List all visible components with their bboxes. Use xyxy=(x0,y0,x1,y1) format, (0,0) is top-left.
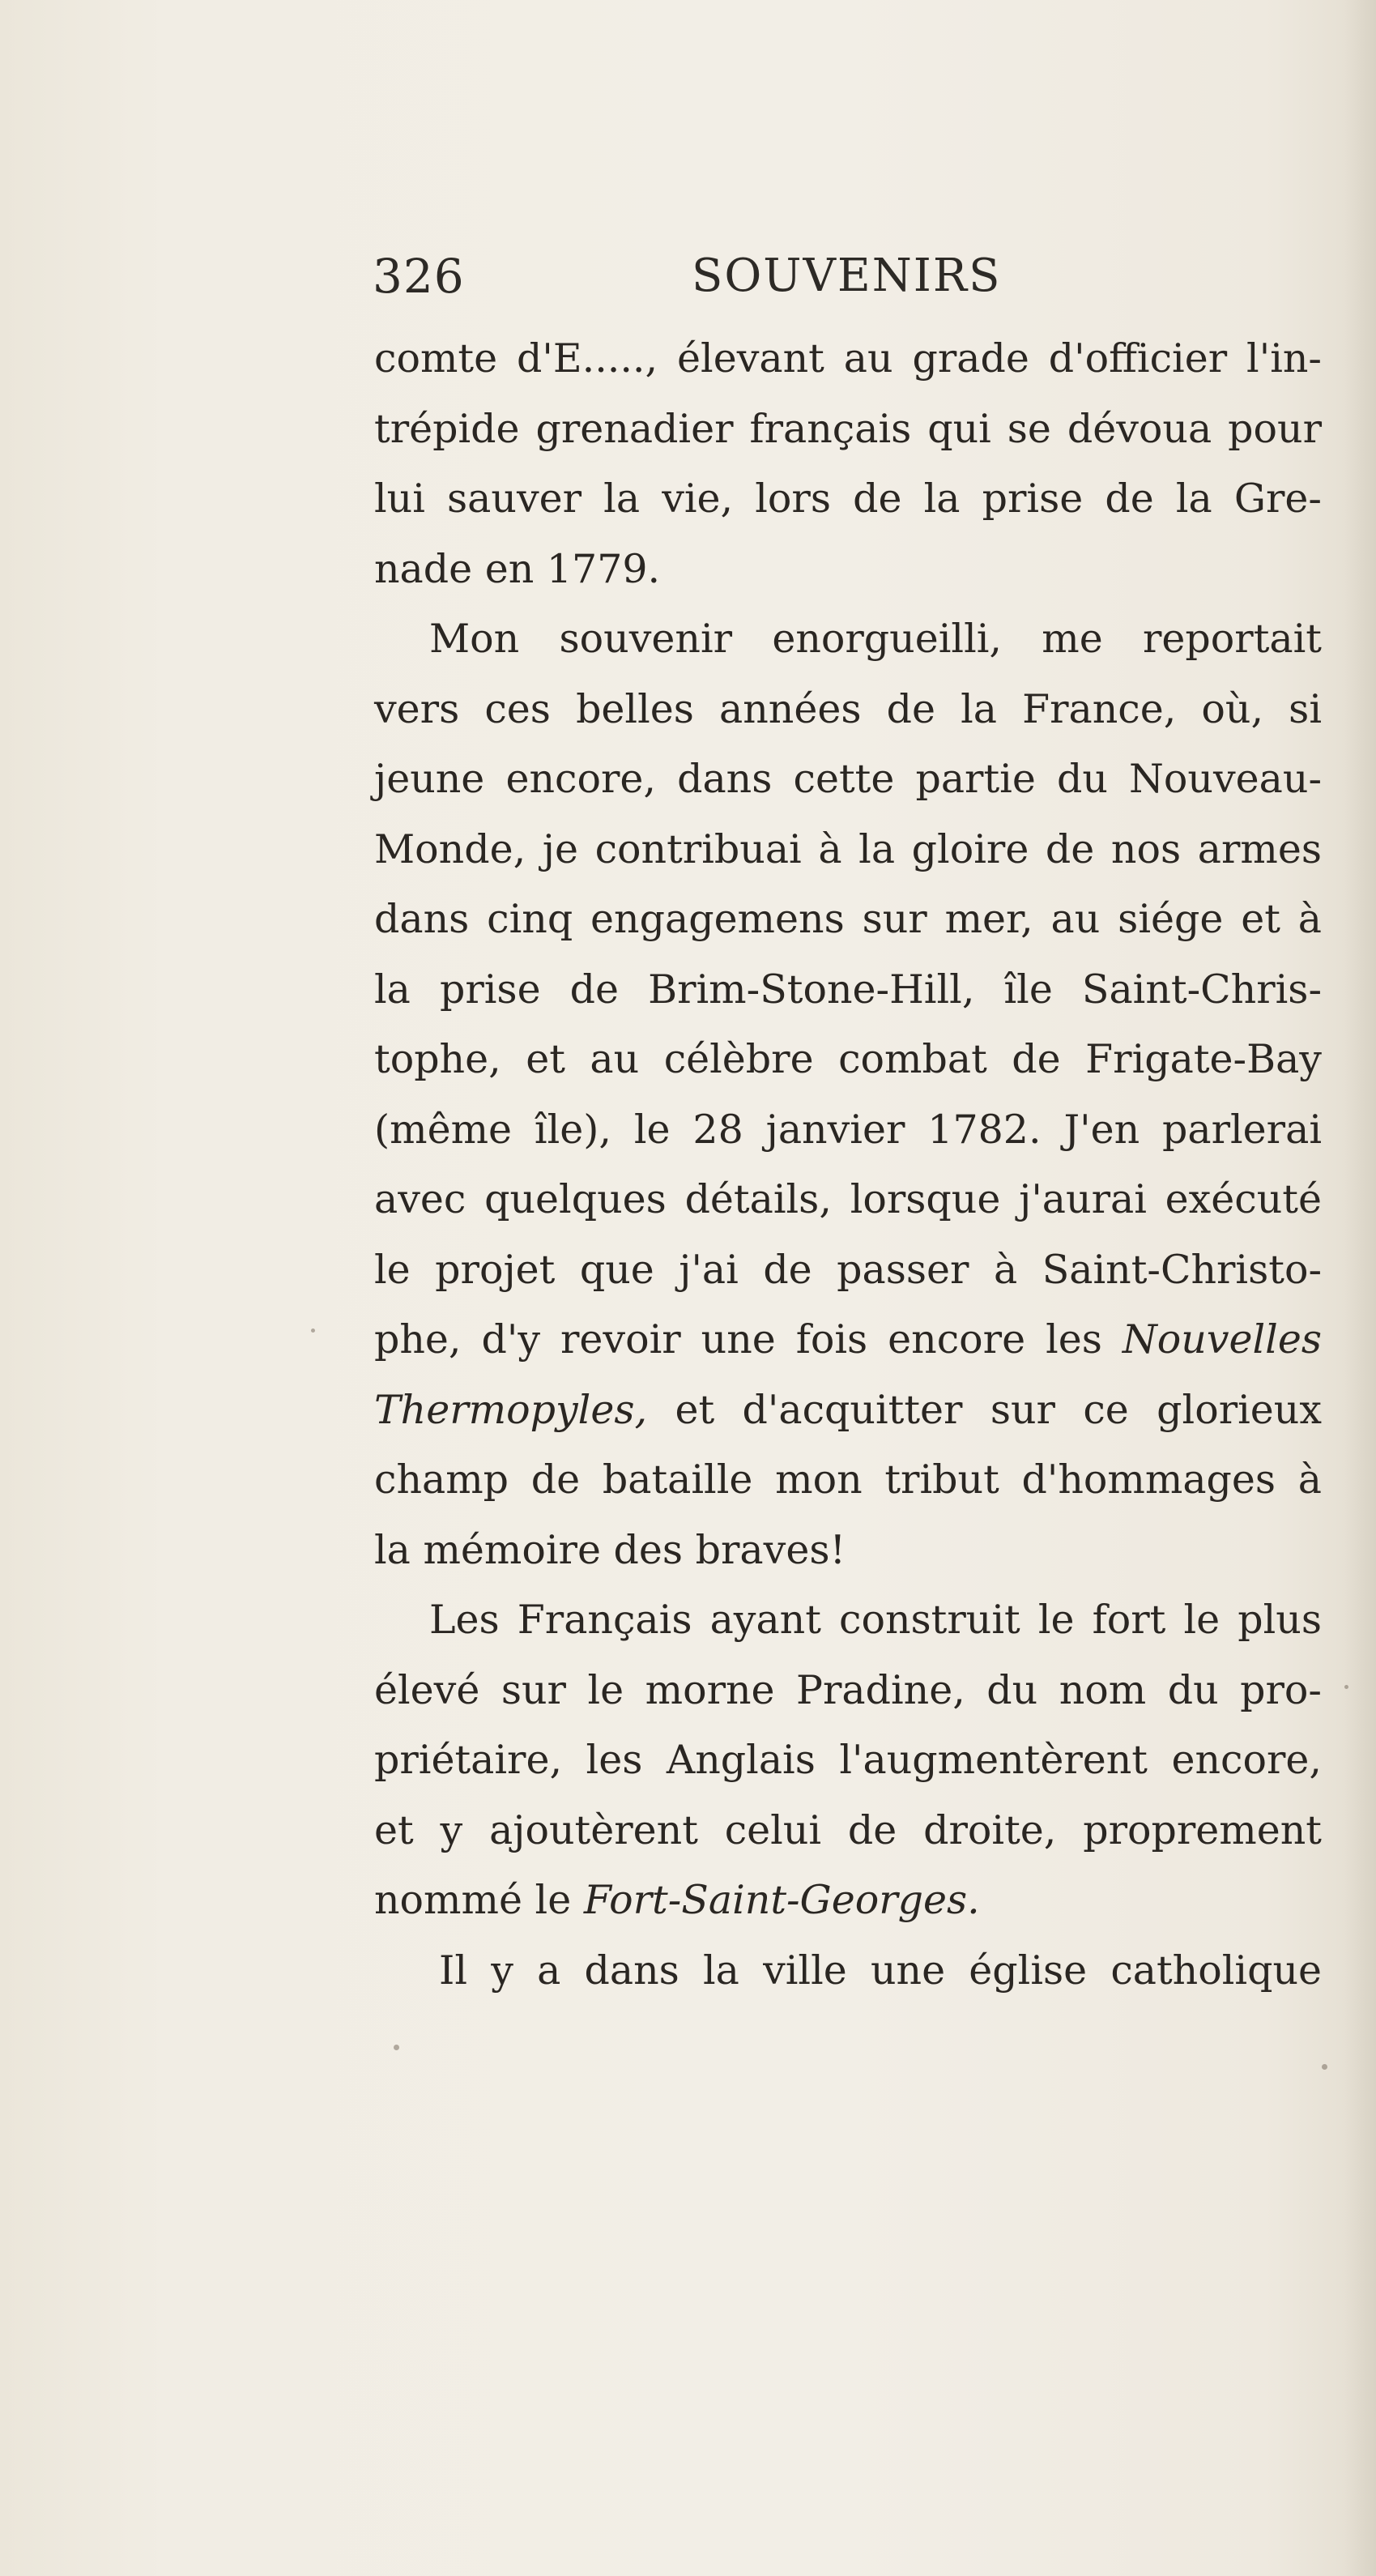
page-number: 326 xyxy=(373,249,465,304)
text-line: Monde, je contribuai à la gloire de nos armes xyxy=(374,825,1322,872)
text-line: dans cinq engagemens sur mer, au siége et à xyxy=(374,896,1322,942)
paragraph-start-line: Les Français ayant construit le fort le plus xyxy=(429,1597,1322,1643)
text-line xyxy=(374,1375,1322,1446)
text-line: la prise de Brim-Stone-Hill, île Saint-Chris- xyxy=(374,966,1322,1013)
text-line: lui sauver la vie, lors de la prise de la Gre- xyxy=(374,476,1322,522)
text-line: vers ces belles années de la France, où, si xyxy=(374,685,1322,732)
text-line xyxy=(374,1305,1322,1375)
text-line: priétaire, les Anglais l'augmentèrent encore, xyxy=(374,1737,1322,1783)
text-line: comte d'E....., élevant au grade d'officier l'in- xyxy=(374,335,1322,382)
italic-title: Nouvelles xyxy=(1122,1316,1322,1363)
text-segment: phe, d'y revoir une fois encore les xyxy=(374,1316,1102,1363)
paper-speck xyxy=(1344,1685,1348,1689)
text-line: le projet que j'ai de passer à Saint-Christo- xyxy=(374,1246,1322,1293)
text-line xyxy=(374,1866,1322,1936)
text-line: et y ajoutèrent celui de droite, proprement xyxy=(374,1806,1322,1853)
italic-fort-name: Fort-Saint-Georges. xyxy=(583,1877,980,1923)
text-segment: et d'acquitter sur ce glorieux xyxy=(675,1386,1322,1433)
italic-title: Thermopyles, xyxy=(374,1386,648,1433)
text-line: trépide grenadier français qui se dévoua pour xyxy=(374,405,1322,452)
text-line: jeune encore, dans cette partie du Nouveau- xyxy=(374,756,1322,802)
text-line: champ de bataille mon tribut d'hommages à xyxy=(374,1456,1322,1503)
text-line: la mémoire des braves! xyxy=(374,1526,846,1573)
page-header xyxy=(373,240,1002,313)
body-text xyxy=(374,324,1322,2006)
paper-speck xyxy=(1322,2064,1327,2070)
text-segment: nommé le xyxy=(374,1877,572,1923)
paper-speck xyxy=(394,2045,399,2050)
text-line: élevé sur le morne Pradine, du nom du pro- xyxy=(374,1666,1322,1713)
page-edge-shadow xyxy=(1344,0,1376,2576)
paragraph-start-line: Mon souvenir enorgueilli, me reportait xyxy=(429,616,1322,662)
text-line: (même île), le 28 janvier 1782. J'en parlerai xyxy=(374,1106,1322,1153)
running-title: SOUVENIRS xyxy=(692,249,1002,302)
text-line: nade en 1779. xyxy=(374,545,661,592)
paragraph-start-line: Il y a dans la ville une église catholique xyxy=(439,1947,1322,1994)
paper-speck xyxy=(311,1329,315,1333)
text-line: avec quelques détails, lorsque j'aurai exécuté xyxy=(374,1176,1322,1222)
text-line: tophe, et au célèbre combat de Frigate-Bay xyxy=(374,1036,1322,1082)
